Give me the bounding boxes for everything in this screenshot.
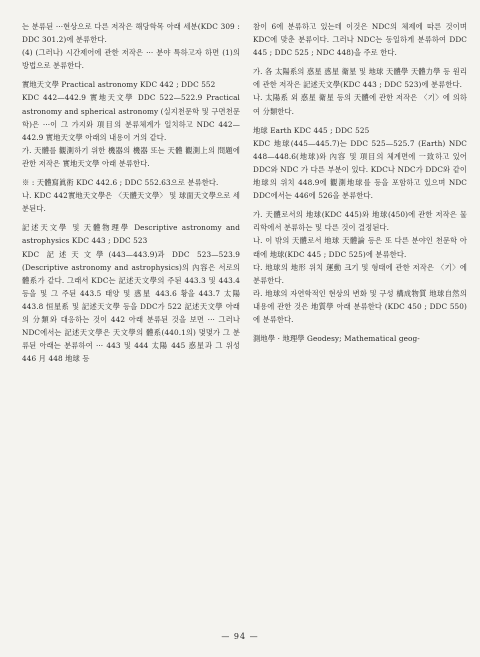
page-number: — 94 — (221, 632, 259, 641)
paragraph: KDC 442—442.9 實地天文學 DDC 522—522.9 Practical astronomy and spherical astronomy (실지천문학 및 구면천문학)은 ···이 그 가지와 項目의 분류체계가 일치하고 NDC 442—442.9 實地天文學 아래의 내용이 거의 같다. (22, 93, 240, 142)
section-heading: 地球 Earth KDC 445 ; DDC 525 (253, 125, 370, 135)
section-heading: 實地天文學 Practical astronomy KDC 442 ; DDC 552 (22, 80, 216, 90)
paragraph: KDC 地球(445—445.7)는 DDC 525—525.7 (Earth) NDC 448—448.6(地球)와 內容 및 項目의 체계면에 一致하고 있어 DDC와 NDC 가 다른 부분이 있다. KDC나 NDC가 DDC와 같이 地球의 위치 448.9에 觀測地球를 등을 포함하고 있으며 NDC DDC에서는 446에 526을 분류한다. (253, 138, 467, 201)
right-column (253, 20, 467, 345)
paragraph: 나. 이 밖의 天體로서 地球 天體論 등은 또 다른 분야인 천문학 아래에 地球(KDC 445 ; DDC 525)에 분류한다. (253, 236, 467, 259)
section-heading: 測地學 · 地理學 Geodesy; Mathematical geog- (253, 334, 420, 344)
paragraph: KDC 記述天文學(443—443.9)과 DDC 523—523.9 (Descriptive astronomy and astrophysics)의 內容은 서로의 體系가 같다. 그래서 KDC는 記述天文學의 주된 443.3 및 443.4 등을 및 그 주된 443.5 태양 및 惑星 443.6 황을 443.7 太陽 443.8 恒星系 및 記述天文學 등을 DDC가 522 記述天文學 아래의 分類와 대응하는 것이 442 아래 분류된 것을 보면 ··· 그러나 NDC에서는 記述天文學은 天文學의 體系(440.1의) 몇몇가 그 분류된 아래는 분류하여 ··· 443 및 444 太陽 445 惑星과 그 위성 446 月 448 地球 등 (22, 249, 240, 364)
paragraph: 가. 各 太陽系의 惑星 惑星 衛星 및 地球 天體學 天體力學 등 원리에 관한 저작은 記述天文學(KDC 443 ; DDC 523)에 분류한다. (253, 67, 467, 90)
paragraph: 가. 天體로서의 地球(KDC 445)와 地球(450)에 관한 저작은 물리학에서 분류하는 및 다른 것이 결정된다. (253, 210, 467, 233)
paragraph: 라. 地球의 자연학적인 현상의 변화 및 구성 構成物質 地球自然의 내용에 관한 것은 地質學 아래 분류한다 (KDC 450 ; DDC 550)에 분류한다. (253, 288, 467, 324)
paragraph: 다. 地球의 地形 위치 運動 크기 및 형태에 관한 저작은 〈기〉에 분류한다. (253, 262, 467, 285)
paragraph: 가. 天體를 觀測하기 위한 機器의 機器 또는 天體 觀測上의 問題에 관한 저작은 實地天文學 아래 분류한다. (22, 145, 240, 168)
paragraph: 나. KDC 442實地天文學은 〈天體天文學〉 및 球面天文學으로 세분된다. (22, 191, 240, 214)
section-heading: 記述天文學 및 天體物理學 Descriptive astronomy and astrophysics KDC 443 ; DDC 523 (22, 223, 240, 246)
paragraph: (4) (그러나) 시간제어에 관한 저작은 ··· 분야 특하고자 하면 (1)의 방법으로 분류한다. (22, 48, 240, 71)
note: ※ : 天體寫眞術 KDC 442.6 ; DDC 552.63으로 분류한다. (22, 178, 219, 188)
paragraph: 참이 6에 분류하고 있는데 이것은 NDC의 체제에 따른 것이며 KDC에 맞춘 분류이다. 그러나 NDC는 동일하게 분류하여 DDC 445 ; DDC 525 ; NDC 448)을 주로 한다. (253, 22, 467, 58)
paragraph: 는 분류된 ···현상으로 다른 저작은 해당학목 아래 세분(KDC 309 : DDC 301.2)에 분류한다. (22, 22, 240, 45)
left-column (22, 20, 240, 365)
paragraph: 나. 太陽系 외 惑星 衛星 등의 天體에 관한 저작은 〈기〉에 의하여 分類한다. (253, 93, 467, 116)
